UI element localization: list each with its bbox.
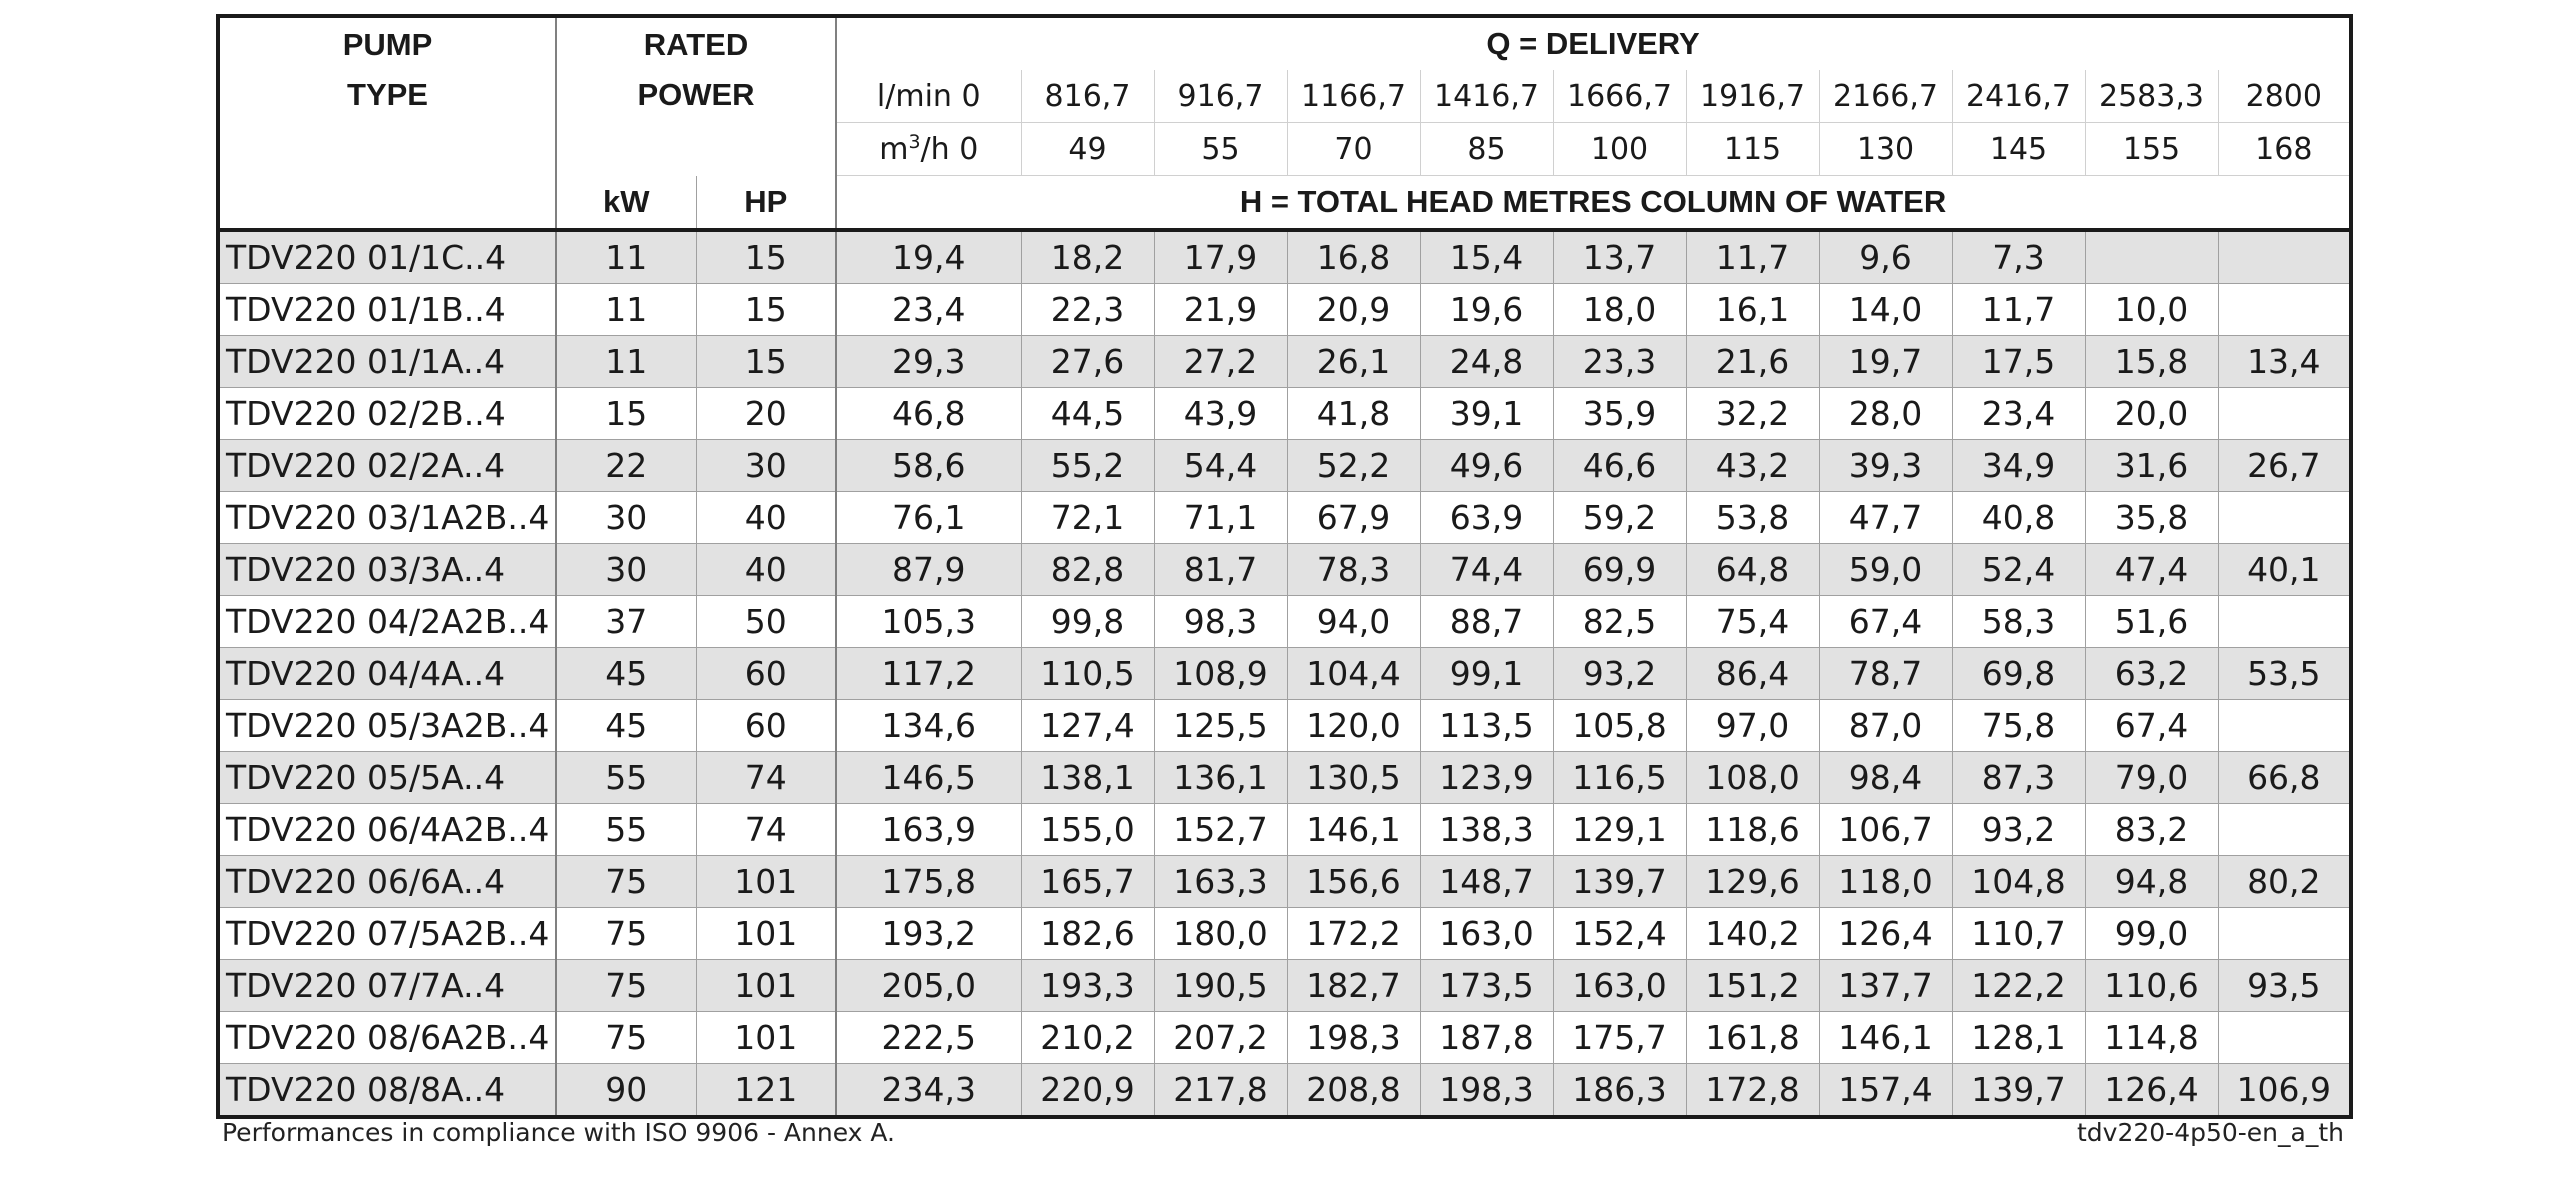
head-value-cell: 26,7 <box>2218 440 2351 492</box>
head-value-cell: 43,9 <box>1154 388 1287 440</box>
footer-note: Performances in compliance with ISO 9906 - Annex A. <box>222 1118 895 1147</box>
head-value-cell: 138,3 <box>1420 804 1553 856</box>
head-value-cell <box>2085 230 2218 284</box>
head-value-cell: 31,6 <box>2085 440 2218 492</box>
head-value-cell: 83,2 <box>2085 804 2218 856</box>
kw-cell: 37 <box>556 596 696 648</box>
hp-cell: 50 <box>696 596 836 648</box>
head-value-cell: 27,6 <box>1021 336 1154 388</box>
table-row <box>218 230 2351 284</box>
head-value-cell: 16,8 <box>1287 230 1420 284</box>
head-value-cell: 146,5 <box>836 752 1021 804</box>
head-value-cell: 67,4 <box>1819 596 1952 648</box>
head-value-cell: 116,5 <box>1553 752 1686 804</box>
head-value-cell: 105,8 <box>1553 700 1686 752</box>
performance-table <box>216 14 2353 1119</box>
head-value-cell: 82,5 <box>1553 596 1686 648</box>
head-value-cell: 148,7 <box>1420 856 1553 908</box>
head-value-cell: 53,8 <box>1686 492 1819 544</box>
head-value-cell: 58,3 <box>1952 596 2085 648</box>
head-value-cell: 20,9 <box>1287 284 1420 336</box>
hp-cell: 20 <box>696 388 836 440</box>
head-value-cell: 63,2 <box>2085 648 2218 700</box>
head-value-cell: 79,0 <box>2085 752 2218 804</box>
head-value-cell: 193,3 <box>1021 960 1154 1012</box>
head-value-cell: 187,8 <box>1420 1012 1553 1064</box>
pump-type-cell: TDV220 03/1A2B..4 <box>218 492 556 544</box>
head-value-cell: 98,3 <box>1154 596 1287 648</box>
kw-cell: 22 <box>556 440 696 492</box>
head-value-cell: 9,6 <box>1819 230 1952 284</box>
lmin-value: 2583,3 <box>2085 70 2218 123</box>
head-value-cell: 165,7 <box>1021 856 1154 908</box>
head-value-cell: 208,8 <box>1287 1064 1420 1118</box>
head-value-cell: 127,4 <box>1021 700 1154 752</box>
pump-type-cell: TDV220 02/2A..4 <box>218 440 556 492</box>
pump-type-cell: TDV220 04/4A..4 <box>218 648 556 700</box>
head-value-cell: 81,7 <box>1154 544 1287 596</box>
pump-type-cell: TDV220 02/2B..4 <box>218 388 556 440</box>
table-row <box>218 492 2351 544</box>
lmin-value: 1416,7 <box>1420 70 1553 123</box>
head-value-cell: 64,8 <box>1686 544 1819 596</box>
head-value-cell: 52,4 <box>1952 544 2085 596</box>
head-value-cell: 20,0 <box>2085 388 2218 440</box>
hp-cell: 40 <box>696 544 836 596</box>
head-value-cell <box>2218 388 2351 440</box>
head-value-cell <box>2218 804 2351 856</box>
head-value-cell: 24,8 <box>1420 336 1553 388</box>
head-value-cell: 35,8 <box>2085 492 2218 544</box>
head-value-cell: 125,5 <box>1154 700 1287 752</box>
head-value-cell: 157,4 <box>1819 1064 1952 1118</box>
head-value-cell: 17,9 <box>1154 230 1287 284</box>
head-value-cell: 19,6 <box>1420 284 1553 336</box>
kw-cell: 75 <box>556 908 696 960</box>
hp-cell: 60 <box>696 700 836 752</box>
lmin-value: 1916,7 <box>1686 70 1819 123</box>
head-value-cell: 11,7 <box>1686 230 1819 284</box>
lmin-value: 1666,7 <box>1553 70 1686 123</box>
head-value-cell: 15,4 <box>1420 230 1553 284</box>
head-value-cell: 217,8 <box>1154 1064 1287 1118</box>
head-value-cell: 122,2 <box>1952 960 2085 1012</box>
pump-type-cell: TDV220 07/7A..4 <box>218 960 556 1012</box>
head-value-cell: 67,4 <box>2085 700 2218 752</box>
head-value-cell: 110,6 <box>2085 960 2218 1012</box>
head-value-cell: 47,4 <box>2085 544 2218 596</box>
head-value-cell: 10,0 <box>2085 284 2218 336</box>
head-value-cell: 22,3 <box>1021 284 1154 336</box>
pump-type-cell: TDV220 06/4A2B..4 <box>218 804 556 856</box>
kw-cell: 11 <box>556 230 696 284</box>
head-value-cell: 29,3 <box>836 336 1021 388</box>
lmin-value: 2800 <box>2218 70 2351 123</box>
head-value-cell: 173,5 <box>1420 960 1553 1012</box>
head-value-cell: 67,9 <box>1287 492 1420 544</box>
head-value-cell: 104,4 <box>1287 648 1420 700</box>
head-value-cell: 87,0 <box>1819 700 1952 752</box>
table-row <box>218 336 2351 388</box>
head-value-cell: 40,8 <box>1952 492 2085 544</box>
pump-type-cell: TDV220 08/6A2B..4 <box>218 1012 556 1064</box>
head-value-cell: 78,7 <box>1819 648 1952 700</box>
head-value-cell: 128,1 <box>1952 1012 2085 1064</box>
table-header <box>218 16 2351 230</box>
head-value-cell: 110,7 <box>1952 908 2085 960</box>
head-value-cell: 114,8 <box>2085 1012 2218 1064</box>
head-value-cell: 146,1 <box>1819 1012 1952 1064</box>
head-value-cell: 146,1 <box>1287 804 1420 856</box>
head-value-cell: 110,5 <box>1021 648 1154 700</box>
lmin-value: 2166,7 <box>1819 70 1952 123</box>
head-value-cell: 182,6 <box>1021 908 1154 960</box>
pump-type-cell: TDV220 05/3A2B..4 <box>218 700 556 752</box>
lmin-value: 916,7 <box>1154 70 1287 123</box>
head-value-cell: 134,6 <box>836 700 1021 752</box>
performance-table-container <box>216 14 2349 1119</box>
head-value-cell: 93,2 <box>1952 804 2085 856</box>
m3h-unit-label: $m^3/h$ 0 <box>836 123 1021 176</box>
head-value-cell: 28,0 <box>1819 388 1952 440</box>
head-value-cell: 108,0 <box>1686 752 1819 804</box>
head-value-cell: 94,0 <box>1287 596 1420 648</box>
delivery-header: Q = DELIVERY <box>836 16 2351 70</box>
m3h-value: 70 <box>1287 123 1420 176</box>
head-value-cell: 198,3 <box>1420 1064 1553 1118</box>
head-value-cell: 180,0 <box>1154 908 1287 960</box>
pump-type-cell: TDV220 01/1C..4 <box>218 230 556 284</box>
head-value-cell: 118,6 <box>1686 804 1819 856</box>
head-value-cell: 207,2 <box>1154 1012 1287 1064</box>
head-value-cell: 126,4 <box>1819 908 1952 960</box>
table-row <box>218 856 2351 908</box>
head-value-cell: 93,5 <box>2218 960 2351 1012</box>
head-value-cell: 23,3 <box>1553 336 1686 388</box>
head-value-cell: 35,9 <box>1553 388 1686 440</box>
m3h-value: 115 <box>1686 123 1819 176</box>
hp-cell: 101 <box>696 1012 836 1064</box>
head-value-cell: 13,7 <box>1553 230 1686 284</box>
head-value-cell: 172,8 <box>1686 1064 1819 1118</box>
hp-cell: 74 <box>696 752 836 804</box>
head-value-cell: 49,6 <box>1420 440 1553 492</box>
head-value-cell: 151,2 <box>1686 960 1819 1012</box>
head-value-cell: 58,6 <box>836 440 1021 492</box>
head-value-cell: 53,5 <box>2218 648 2351 700</box>
head-value-cell: 40,1 <box>2218 544 2351 596</box>
document-code: tdv220-4p50-en_a_th <box>2076 1118 2344 1147</box>
pump-type-cell: TDV220 06/6A..4 <box>218 856 556 908</box>
m3h-value: 49 <box>1021 123 1154 176</box>
head-value-cell: 190,5 <box>1154 960 1287 1012</box>
head-value-cell: 126,4 <box>2085 1064 2218 1118</box>
table-row <box>218 700 2351 752</box>
head-value-cell: 108,9 <box>1154 648 1287 700</box>
m3h-value: 145 <box>1952 123 2085 176</box>
head-value-cell: 99,0 <box>2085 908 2218 960</box>
head-value-cell: 163,0 <box>1420 908 1553 960</box>
head-value-cell: 106,7 <box>1819 804 1952 856</box>
total-head-header: H = TOTAL HEAD METRES COLUMN OF WATER <box>836 176 2351 231</box>
lmin-unit-label: l/min 0 <box>836 70 1021 123</box>
head-value-cell: 75,8 <box>1952 700 2085 752</box>
head-value-cell: 71,1 <box>1154 492 1287 544</box>
head-value-cell: 155,0 <box>1021 804 1154 856</box>
rated-power-header <box>556 16 836 123</box>
kw-cell: 75 <box>556 856 696 908</box>
head-value-cell: 106,9 <box>2218 1064 2351 1118</box>
head-value-cell: 47,7 <box>1819 492 1952 544</box>
head-value-cell: 69,8 <box>1952 648 2085 700</box>
head-value-cell <box>2218 700 2351 752</box>
kw-cell: 11 <box>556 284 696 336</box>
rated-power-line2: POWER <box>637 77 755 113</box>
head-value-cell <box>2218 1012 2351 1064</box>
pump-type-cell: TDV220 08/8A..4 <box>218 1064 556 1118</box>
head-value-cell: 76,1 <box>836 492 1021 544</box>
head-value-cell: 198,3 <box>1287 1012 1420 1064</box>
head-value-cell: 220,9 <box>1021 1064 1154 1118</box>
head-value-cell: 74,4 <box>1420 544 1553 596</box>
hp-cell: 74 <box>696 804 836 856</box>
head-value-cell: 93,2 <box>1553 648 1686 700</box>
head-value-cell: 138,1 <box>1021 752 1154 804</box>
lmin-value: 816,7 <box>1021 70 1154 123</box>
head-value-cell: 23,4 <box>1952 388 2085 440</box>
kw-cell: 15 <box>556 388 696 440</box>
head-value-cell: 59,2 <box>1553 492 1686 544</box>
kw-cell: 45 <box>556 648 696 700</box>
pump-type-cell: TDV220 01/1A..4 <box>218 336 556 388</box>
head-value-cell: 104,8 <box>1952 856 2085 908</box>
table-row <box>218 388 2351 440</box>
head-value-cell: 118,0 <box>1819 856 1952 908</box>
lmin-value: 1166,7 <box>1287 70 1420 123</box>
head-value-cell: 152,4 <box>1553 908 1686 960</box>
head-value-cell: 175,8 <box>836 856 1021 908</box>
head-value-cell: 94,8 <box>2085 856 2218 908</box>
m3h-value: 155 <box>2085 123 2218 176</box>
pump-type-cell: TDV220 01/1B..4 <box>218 284 556 336</box>
head-value-cell: 97,0 <box>1686 700 1819 752</box>
kw-cell: 45 <box>556 700 696 752</box>
m3h-value: 55 <box>1154 123 1287 176</box>
head-value-cell: 117,2 <box>836 648 1021 700</box>
head-value-cell: 14,0 <box>1819 284 1952 336</box>
head-value-cell: 27,2 <box>1154 336 1287 388</box>
table-row <box>218 804 2351 856</box>
head-value-cell: 26,1 <box>1287 336 1420 388</box>
head-value-cell: 98,4 <box>1819 752 1952 804</box>
head-value-cell: 46,8 <box>836 388 1021 440</box>
pump-type-line2: TYPE <box>347 77 428 113</box>
head-value-cell: 72,1 <box>1021 492 1154 544</box>
head-value-cell: 139,7 <box>1952 1064 2085 1118</box>
head-value-cell <box>2218 908 2351 960</box>
head-value-cell: 193,2 <box>836 908 1021 960</box>
head-value-cell: 163,0 <box>1553 960 1686 1012</box>
head-value-cell <box>2218 284 2351 336</box>
head-value-cell: 105,3 <box>836 596 1021 648</box>
table-row <box>218 648 2351 700</box>
kw-header: kW <box>556 176 696 231</box>
hp-header: HP <box>696 176 836 231</box>
head-value-cell: 7,3 <box>1952 230 2085 284</box>
hp-cell: 101 <box>696 960 836 1012</box>
table-row <box>218 284 2351 336</box>
m3h-value: 168 <box>2218 123 2351 176</box>
head-value-cell: 39,1 <box>1420 388 1553 440</box>
hp-cell: 121 <box>696 1064 836 1118</box>
table-row <box>218 960 2351 1012</box>
head-value-cell: 78,3 <box>1287 544 1420 596</box>
head-value-cell: 69,9 <box>1553 544 1686 596</box>
head-value-cell: 17,5 <box>1952 336 2085 388</box>
table-row <box>218 596 2351 648</box>
head-value-cell: 136,1 <box>1154 752 1287 804</box>
head-value-cell: 19,4 <box>836 230 1021 284</box>
head-value-cell: 34,9 <box>1952 440 2085 492</box>
head-value-cell: 222,5 <box>836 1012 1021 1064</box>
head-value-cell <box>2218 230 2351 284</box>
head-value-cell: 234,3 <box>836 1064 1021 1118</box>
pump-type-spacer-bottom <box>218 176 556 231</box>
head-value-cell: 210,2 <box>1021 1012 1154 1064</box>
head-value-cell: 80,2 <box>2218 856 2351 908</box>
table-row <box>218 1064 2351 1118</box>
head-value-cell: 161,8 <box>1686 1012 1819 1064</box>
m3h-value: 85 <box>1420 123 1553 176</box>
head-value-cell: 120,0 <box>1287 700 1420 752</box>
head-value-cell: 175,7 <box>1553 1012 1686 1064</box>
table-row <box>218 544 2351 596</box>
head-value-cell: 19,7 <box>1819 336 1952 388</box>
head-value-cell: 137,7 <box>1819 960 1952 1012</box>
hp-cell: 15 <box>696 336 836 388</box>
kw-cell: 90 <box>556 1064 696 1118</box>
power-spacer <box>556 123 836 176</box>
table-row <box>218 908 2351 960</box>
pump-type-line1: PUMP <box>342 27 433 63</box>
kw-cell: 55 <box>556 752 696 804</box>
head-value-cell: 18,2 <box>1021 230 1154 284</box>
head-value-cell: 43,2 <box>1686 440 1819 492</box>
lmin-value: 2416,7 <box>1952 70 2085 123</box>
pump-type-cell: TDV220 03/3A..4 <box>218 544 556 596</box>
pump-type-header <box>218 16 556 123</box>
hp-cell: 40 <box>696 492 836 544</box>
head-value-cell: 55,2 <box>1021 440 1154 492</box>
head-value-cell: 82,8 <box>1021 544 1154 596</box>
head-value-cell: 129,1 <box>1553 804 1686 856</box>
head-value-cell: 123,9 <box>1420 752 1553 804</box>
kw-cell: 75 <box>556 960 696 1012</box>
kw-cell: 30 <box>556 544 696 596</box>
head-value-cell: 140,2 <box>1686 908 1819 960</box>
head-value-cell: 18,0 <box>1553 284 1686 336</box>
head-value-cell: 87,9 <box>836 544 1021 596</box>
head-value-cell: 21,6 <box>1686 336 1819 388</box>
pump-type-spacer <box>218 123 556 176</box>
head-value-cell: 163,9 <box>836 804 1021 856</box>
head-value-cell: 32,2 <box>1686 388 1819 440</box>
kw-cell: 55 <box>556 804 696 856</box>
kw-cell: 30 <box>556 492 696 544</box>
table-row <box>218 752 2351 804</box>
head-value-cell: 113,5 <box>1420 700 1553 752</box>
table-row <box>218 440 2351 492</box>
head-value-cell: 75,4 <box>1686 596 1819 648</box>
head-value-cell: 88,7 <box>1420 596 1553 648</box>
head-value-cell: 21,9 <box>1154 284 1287 336</box>
table-row <box>218 1012 2351 1064</box>
hp-cell: 101 <box>696 856 836 908</box>
head-value-cell <box>2218 596 2351 648</box>
head-value-cell: 156,6 <box>1287 856 1420 908</box>
head-value-cell: 51,6 <box>2085 596 2218 648</box>
head-value-cell: 44,5 <box>1021 388 1154 440</box>
head-value-cell: 152,7 <box>1154 804 1287 856</box>
head-value-cell: 52,2 <box>1287 440 1420 492</box>
hp-cell: 15 <box>696 230 836 284</box>
head-value-cell: 182,7 <box>1287 960 1420 1012</box>
head-value-cell: 205,0 <box>836 960 1021 1012</box>
head-value-cell: 87,3 <box>1952 752 2085 804</box>
kw-cell: 11 <box>556 336 696 388</box>
head-value-cell: 11,7 <box>1952 284 2085 336</box>
head-value-cell: 139,7 <box>1553 856 1686 908</box>
hp-cell: 60 <box>696 648 836 700</box>
table-body <box>218 230 2351 1117</box>
head-value-cell: 99,8 <box>1021 596 1154 648</box>
head-value-cell: 16,1 <box>1686 284 1819 336</box>
m3h-value: 130 <box>1819 123 1952 176</box>
head-value-cell: 13,4 <box>2218 336 2351 388</box>
head-value-cell: 99,1 <box>1420 648 1553 700</box>
hp-cell: 15 <box>696 284 836 336</box>
head-value-cell: 129,6 <box>1686 856 1819 908</box>
head-value-cell: 23,4 <box>836 284 1021 336</box>
hp-cell: 101 <box>696 908 836 960</box>
pump-type-cell: TDV220 07/5A2B..4 <box>218 908 556 960</box>
kw-cell: 75 <box>556 1012 696 1064</box>
hp-cell: 30 <box>696 440 836 492</box>
head-value-cell: 186,3 <box>1553 1064 1686 1118</box>
head-value-cell: 172,2 <box>1287 908 1420 960</box>
head-value-cell: 39,3 <box>1819 440 1952 492</box>
head-value-cell: 46,6 <box>1553 440 1686 492</box>
head-value-cell: 130,5 <box>1287 752 1420 804</box>
head-value-cell: 86,4 <box>1686 648 1819 700</box>
head-value-cell: 54,4 <box>1154 440 1287 492</box>
head-value-cell: 163,3 <box>1154 856 1287 908</box>
pump-type-cell: TDV220 04/2A2B..4 <box>218 596 556 648</box>
head-value-cell: 41,8 <box>1287 388 1420 440</box>
head-value-cell: 66,8 <box>2218 752 2351 804</box>
head-value-cell: 15,8 <box>2085 336 2218 388</box>
pump-type-cell: TDV220 05/5A..4 <box>218 752 556 804</box>
rated-power-line1: RATED <box>643 27 749 63</box>
head-value-cell <box>2218 492 2351 544</box>
m3h-value: 100 <box>1553 123 1686 176</box>
head-value-cell: 59,0 <box>1819 544 1952 596</box>
head-value-cell: 63,9 <box>1420 492 1553 544</box>
